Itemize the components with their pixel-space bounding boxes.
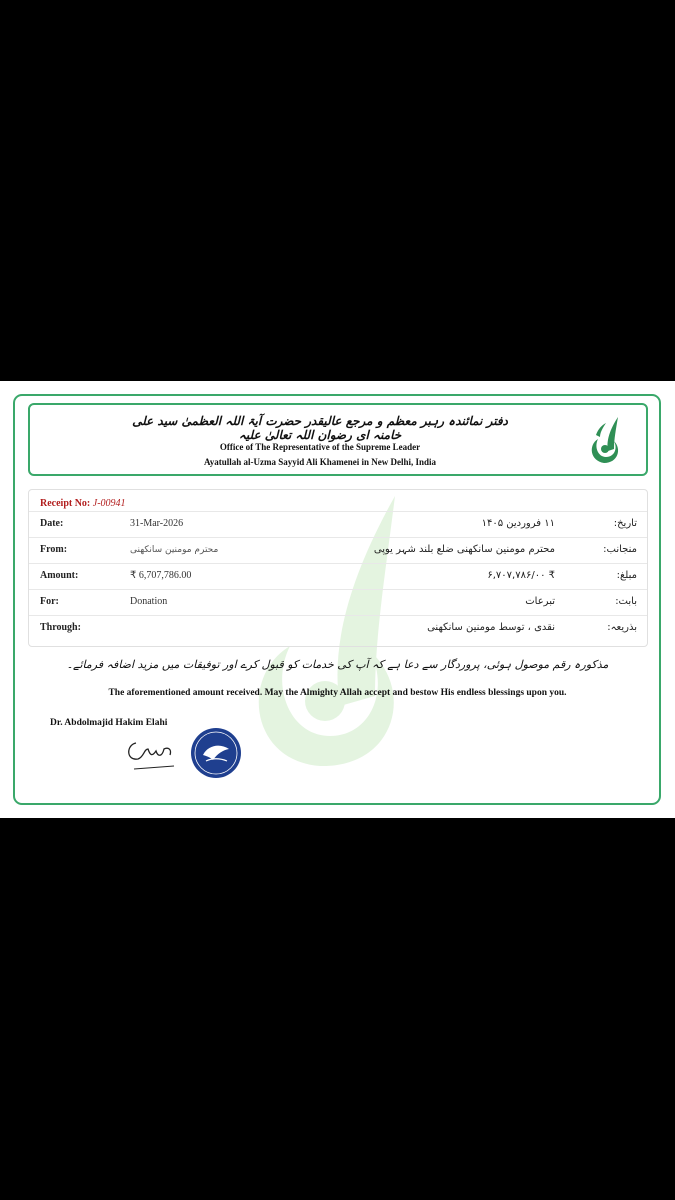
row-label: Through:: [40, 622, 81, 633]
official-seal-icon: [190, 727, 242, 779]
row-urdu-label: بذریعہ:: [607, 622, 637, 633]
row-urdu-label: بابت:: [615, 596, 637, 607]
office-title-english: Office of The Representative of the Supreme Leader: [219, 442, 421, 452]
row-urdu-value: تبرعات: [525, 596, 555, 607]
acknowledgement-english: The aforementioned amount received. May the Almighty Allah accept and bestow His endless blessings upon you.: [108, 688, 567, 698]
receipt-number: [40, 498, 126, 509]
office-logo-icon: [584, 411, 630, 469]
signatory-name: Dr. Abdolmajid Hakim Elahi: [50, 718, 168, 728]
row-urdu-value: ₹ ۶,۷۰۷,۷۸۶/۰۰: [487, 570, 555, 581]
row-value: Donation: [130, 596, 168, 607]
row-urdu-label: منجانب:: [603, 544, 637, 555]
row-value: ₹ 6,707,786.00: [130, 570, 192, 581]
row-label: Date:: [40, 518, 64, 529]
letterhead: [28, 403, 648, 476]
row-from: [29, 537, 647, 564]
row-date: [29, 511, 647, 538]
row-urdu-value: محترم مومنین سانکھنی ضلع بلند شہر یوپی: [373, 544, 555, 555]
row-value-urdu: محترم مومنین سانکھنی: [130, 545, 219, 555]
row-through: [29, 615, 647, 642]
urdu-office-title: دفتر نمائندہ رہبر معظم و مرجع عالیقدر حضرت آیۃ اللہ العظمیٰ سید علی خامنہ ای رضوان اللہ تعالیٰ علیہ: [132, 414, 508, 442]
office-subtitle-english: Ayatullah al-Uzma Sayyid Ali Khamenei in New Delhi, India: [203, 457, 437, 467]
row-label: From:: [40, 544, 68, 555]
receipt-details: [28, 489, 648, 647]
receipt-document: [0, 381, 675, 818]
acknowledgement-urdu: مذکورہ رقم موصول ہوئی، پروردگار سے دعا ہے کہ آپ کی خدمات کو قبول کرے اور توفیقات میں مزید اضافہ فرمائے۔: [66, 658, 609, 671]
row-urdu-label: تاریخ:: [613, 518, 637, 529]
receipt-number-label: Receipt No:: [40, 498, 91, 509]
row-value: 31-Mar-2026: [130, 518, 184, 529]
row-urdu-value: ۱۱ فروردین ۱۴۰۵: [481, 518, 555, 529]
row-amount: [29, 563, 647, 590]
row-label: Amount:: [40, 570, 79, 581]
row-label: For:: [40, 596, 59, 607]
row-urdu-label: مبلغ:: [616, 570, 637, 581]
row-for: [29, 589, 647, 616]
row-urdu-value: نقدی ، توسط مومنین سانکھنی: [427, 622, 555, 633]
receipt-number-value: J-00941: [92, 498, 126, 509]
signature-icon: [124, 733, 188, 773]
